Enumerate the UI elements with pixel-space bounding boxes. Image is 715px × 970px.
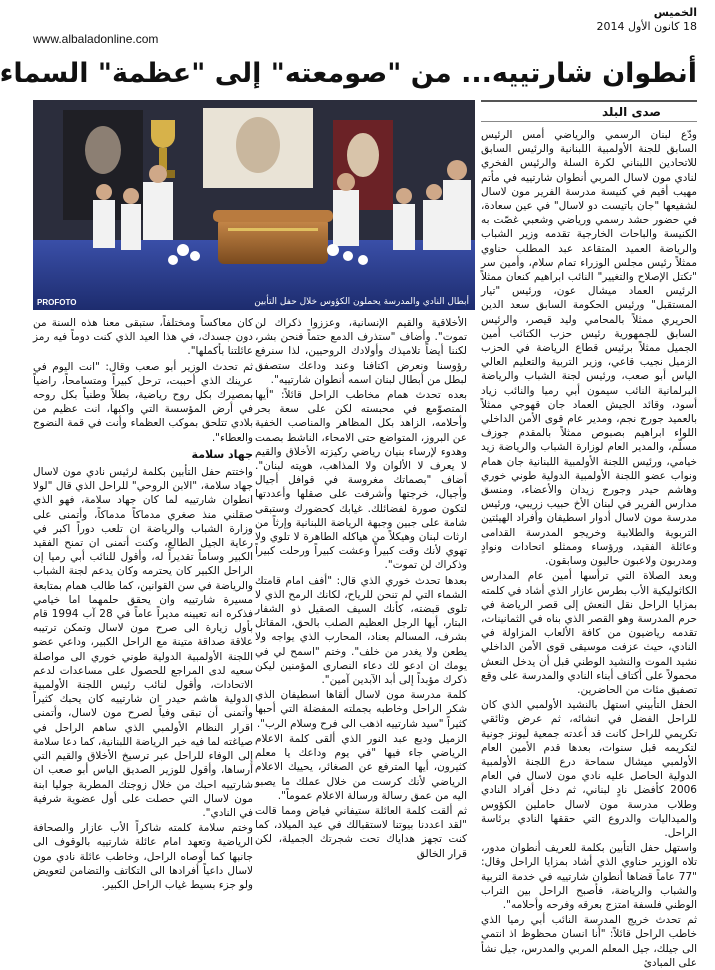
issue-date-block bbox=[596, 6, 697, 34]
section-subhead: جهاد سلامة bbox=[191, 447, 253, 461]
photo-credit: PROFOTO bbox=[37, 298, 77, 307]
issue-date: 18 كانون الأول 2014 bbox=[596, 20, 697, 33]
paragraph: كلمة مدرسة مون لاسال ألقاها اسطيفان الذي شكر الراحل وخاطبه بجملته المفضلة التي أحبها كثيراً "سيد شارتييه اذهب الى فرح وسلام الرب". bbox=[255, 689, 467, 730]
paragraph: وختم سلامة كلمته شاكراً الأب عازار والصحافة الرياضية وتعهد امام عائلة شارتييه بالوقوف الى جانبها كما أوصاه الراحل، وخاطب عائلة نادي مون لاسال داعياً أفرادها الى التكاتف والتضامن لتعويض ولو جزء بسيط غياب الراحل الكبير. bbox=[33, 822, 253, 891]
paragraph: ثم ألقت كلمة العائلة ستيفاني فياض ومما قالت "لقد اعددنا بيوتنا لاستقبالك في عيد الميلاد، كما كنت تجهز هداياك تحت شجرتك الجميلة، لكن قرار الخالق bbox=[255, 804, 467, 860]
paragraph: وبعد الصلاة التي ترأسها أمين عام المدارس الكاثوليكية الأب بطرس عازار الذي أشاد في كلمته بمزايا الراحل نقل النعش إلى قصر الرياضة في حرم المدرسة وهو القصر الذي بناه في الثمانينات، تقدمه رياضيون من كافة الألعاب المزاولة في النادي، حيث عزفت موسيقى قوى الأمن الداخلي نشيد الموت والنشيد الوطني قبل أن يدخل النعش محمولاً على أكتاف أبناء النادي والمدرسة على وقع تصفيق مئات من الحاضرين. bbox=[481, 570, 697, 696]
article-photo bbox=[33, 100, 475, 310]
paragraph: الأخلاقية والقيم الإنسانية، وعززوا ذكراك لن تموت". وأضاف "ستذرف الدمع حتماً فنحن بشر، لكننا أيضاً تلاميذك وأولادك الروحيين، لذا سنرفع رؤوسنا ونعرض اكتافنا وعند وداعك ستصفق لبطل من أبطال لبنان اسمه أنطوان شارتييه". bbox=[255, 317, 467, 386]
paragraph: واختتم حفل التأبين بكلمة لرئيس نادي مون لاسال جهاد سلامة، "الابن الروحي" للراحل الذي قال "لولا انطوان شارتييه لما كان جهاد سلامة، فهو الذي صقلني منذ صغري مدماكاً مدماكاً، وأتمنى على وزارة الشباب والرياضة ان تلعب دوراً اكبر في رعاية الجيل الطالع، وكنت أتمنى ان تمنح الفقيد الكبير وساماً تقديراً له، وأقول للنائب أبي رميا إن الراحل الكبير كان يحترمه وكان يدعم لجنة الشباب والرياضة في سن القوانين، كما طالب همام بمتابعة مسيرة شارتييه وان يحقق حلمهما اما خيامي فذكره انه تعيينه مديراً عاماً في 28 آب 1994 قام بأول زيارة الى صرح مون لاسال وتمكن ترتيبه علاقة صداقة متينة مع الراحل الكبير، وداعي عضو اللجنة الأولمبية الدولية طوني خوري الى مواصلة سعيه لدى المراجع للحصول على مساعدات لدعم الاتحادات، وأقول لنائب رئيس اللجنة الأولمبية الدولية هاشم حيدر ان شارتييه كان يحبك كثيراً وأتمنى أن تبقى وفياً لصرح مون لاسال، وأتمنى اقرار النظام الأولمبي الذي ساهم الراحل في صياغته لما فيه خير الرياضة اللبنانية، كما دعا سلامة إلى الوفاء للراحل عبر ترسيخ الأخلاق والقيم التي أرساها، وأقول للوزير الصديق الياس أبو صعب ان شارتييه احبك من خلال زوجتك المطربة جوليا ابنة مون لاسال التي حصلت على أول عضوية شرفية في النادي". bbox=[33, 466, 253, 819]
paragraph: الحفل التأبيني استهل بالنشيد الأولمبي الذي كان للراحل الفضل في انشائه، ثم عرض وثائقي تكريمي للراحل كانت قد أعدته جمعية ليونز جونية لتكريمه قبل سنوات، بعدها قدم الأمين العام الأولمبي ميشال سماحة درع اللجنة الأولمبية الدولية الحاصل عليه نادي مون لاسال في العام 2006 كأفضل نادٍ لبناني، ثم دخل أفراد النادي وطلاب مدرسة مون لاسال حاملين الكؤوس والميداليات والدروع التي حققها النادي برئاسة الراحل. bbox=[481, 699, 697, 839]
paragraph: واستهل حفل التأبين بكلمة للعريف أنطوان مدور، تلاه الوزير حناوي الذي أشاد بمزايا الراحل وقال: "77 عاماً قضاها أنطوان شارتييه في خدمة التربية والشباب والرياضة، فأصبح الراحل بين التراب الوطني فلسفة امتزج بعرقه وفرحه وأحلامه". bbox=[481, 842, 697, 911]
paragraph: الزميل وديع عبد النور الذي ألقى كلمة الاعلام الرياضي جاء فيها "في يوم وداعك يا معلم كثيرون، أيها المترفع عن الصغائر، يحييك الاعلام الرياضي لأنك كرست من خلال عملك ما يصبو اليه من عمق رسالة ورسالة الاعلام عموماً". bbox=[255, 732, 467, 802]
author-byline: صدى البلد bbox=[481, 100, 697, 122]
paragraph: ثم تحدث خريج المدرسة النائب أبي رميا الذي خاطب الراحل قائلاً: "أنا انسان محظوظ اذ انتمي الى جيلك، جيل المعلم المربي والمدرس، جيل نشأ على المبادئ bbox=[481, 914, 697, 969]
masthead bbox=[33, 6, 697, 52]
article-column-right bbox=[481, 128, 697, 969]
photo-caption: أبطال النادي والمدرسة يحملون الكؤوس خلال حفل التأبين bbox=[254, 297, 469, 307]
paragraph: كان معاكساً ومختلفاً، ستبقى معنا هذه السنة من دون جسدك، في هذا العيد الذي كنت دوماً فيه رمز عائلتنا بأكملها". bbox=[33, 317, 253, 358]
article-column-left bbox=[33, 316, 253, 891]
article-headline: أنطوان شارتييه... من "صومعته" إلى "عظمة" السماء bbox=[0, 58, 697, 89]
paragraph: ودّع لبنان الرسمي والرياضي أمس الرئيس السابق للجنة الأولمبية اللبنانية والرئيس السابق للاتحادين اللبناني لكرة السلة والرئيس الفخري لنادي مون لاسال المربي أنطوان شارتييه في مأتم مهيب أقيم في كنيسة مدرسة الفرير مون لاسال لشفيعها "جان باتيست دو لاسال" في عين سعادة، في حضور حشد رسمي ورياضي وشعبي غصّت به الكنيسة والباحات الخارجية تقدمه وزير الشباب والرياضة العميد المتقاعد عبد المطلب حناوي ممثلاً رئيس مجلس الوزراء تمام سلام، وأمين سر "تكتل الإصلاح والتغيير" النائب ابراهيم كنعان ممثلاً الرئيس العماد ميشال عون، ورئيس "تيار المستقبل" ورئيس الحكومة السابق سعد الدين الحريري ممثلاً بالمحامي وليد قيصر، والرئيس السابق للجمهورية رئيس حزب الكتائب أمين الجميل ممثلاً برئيس قطاع الرياضة في الحزب الزميل نجيب قاعي، وزير التربية والتعليم العالي الياس أبو صعب، ورئيس لجنة الشباب والرياضة البرلمانية النائب سيمون أبي رميا والنائب زياد أسود، وقائد الجيش العماد جان قهوجي ممثلاً بالعميد جورج نجم، ومدير عام قوى الأمن الداخلي اللواء ابراهيم بصبوص ممثلاً بالمقدم جوزف مسلّم، والمدير العام لوزارة الشباب والرياضة زيد خيامي، ورئيس اللجنة الأولمبية اللبنانية جان همام ونواب عضو اللجنة الأولمبية الدولية طوني خوري وهاشم حيدر وجورج زيدان والأعضاء، ومنسق مدارس الفرير في لبنان الأخ حبيب زريبي، ورئيس مدرسة مون لاسال أدوار اسطيفان وأفراد الهيئتين التربوية والطلابية وخريجو المدرسة القدامى وعائلة الفقيد، ورؤساء وممثلو اتحادات ونوادٍ ومدربون ولاعبون حاليون وسابقون. bbox=[481, 129, 697, 568]
paragraph: بعده تحدث همام مخاطب الراحل قائلاً: "أيها المتصوّمع في محبسته لكن على سعة بحر وأحلامه، الزاهد بكل المظاهر والمناصب الخفية عن البروز، المتواضع حتى الامحاء، الناشط بصمت وهدوء لإرساء بنيان رياضي ركيزته الأخلاق والقيم لا يعرف لا الألوان ولا المذاهب، هويته لبنان". أضاف "بصماتك مغروسة في قوافل أجيال وأجيال، خرجتها وأشرفت على صقلها وأعددتها لتكون صورة لفضائلك. غيابك كحضورك وستبقى شامة على جبين وجبهة الرياضة اللبنانية وإرثاً من ارثات لبنان وهيكلاً من هياكله الطاهرة لا تلوي ولا تهوي لأنك وقت كبيراً وعشت كبيراً ورحلت كبيراً وذكراك لن تموت". bbox=[255, 389, 467, 572]
issue-day: الخميس bbox=[653, 6, 697, 19]
site-url[interactable]: www.albaladonline.com bbox=[33, 32, 159, 46]
paragraph: بعدها تحدث خوري الذي قال: "أفف امام قامتك الشماء التي لم تنحن للرياح، لكانك الرمح الذي لا تلوى قبضته، كأنك السيف الصقيل ذو الشفار البتار، أيها الرجل العظيم الصلب بالحق، المقاتل بشرف، المسالم بعناد، المحارب الذي يواجه ولا يطعن ولا يغدر من خلف". وختم "اسمح لي في يومك ان ادعو لك دعاء النصارى المؤمنين ليكن ذكرك مؤبداً إلى أبد الآبدين آمين". bbox=[255, 574, 467, 687]
article-column-middle bbox=[255, 316, 467, 860]
paragraph: ثم تحدث الوزير أبو صعب وقال: "انت اليوم في عرينك الذي أحببت، ترحل كبيراً ومتسامحاً، راضياً بمصيرك بكل روح رياضية، بطلاً وطنياً بكل روحه في أرض المؤسسة التي واكبها، انت عظيم من بلادي تتلحق بموكب العظماء وأنت في قمة النضوج والعطاء". bbox=[33, 360, 253, 444]
funeral-ceremony-image bbox=[33, 100, 475, 310]
